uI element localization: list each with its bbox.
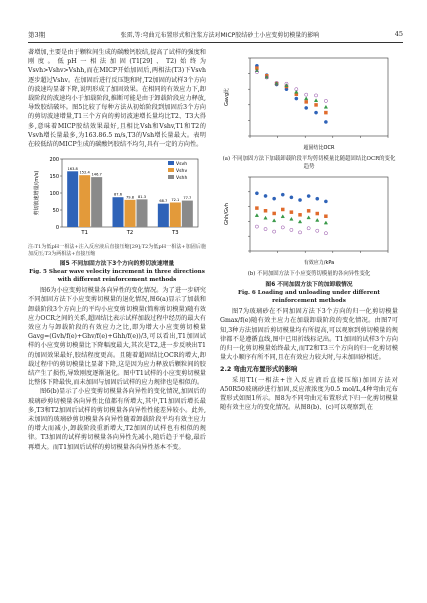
data-point (304, 97, 307, 100)
data-point (290, 211, 293, 214)
data-point (273, 212, 276, 215)
y-tick-label: 50 (52, 208, 59, 215)
data-point (324, 111, 327, 114)
data-point (307, 227, 310, 230)
data-point (316, 219, 319, 222)
legend-label: Vshv (176, 169, 188, 175)
bar (170, 203, 181, 228)
fig6b-scatter-plot (220, 171, 398, 267)
data-point (290, 196, 293, 199)
data-point (281, 226, 284, 229)
bar-data-label: 152.4 (79, 170, 90, 175)
x-axis-label: 超固结比OCR (303, 145, 335, 151)
data-point (316, 229, 319, 232)
data-point (314, 94, 317, 97)
data-point (272, 219, 275, 222)
data-point (324, 232, 327, 235)
y-tick-label: 200 (49, 157, 59, 164)
data-point (255, 207, 258, 210)
data-point (298, 220, 301, 223)
data-point (298, 231, 301, 234)
data-point (273, 197, 276, 200)
legend-swatch (168, 168, 174, 172)
data-point (255, 214, 258, 217)
bar-data-label: 146.7 (91, 172, 102, 177)
bar-data-label: 77.7 (183, 196, 192, 201)
bar-data-label: 81.3 (137, 195, 147, 200)
paragraph: 图6为小应变剪切模量各向异性的变化情况。为了进一步研究不同加固方法下小应变剪切模量的退化情况,图6(a)显示了加载和卸载阶段3个方向上的平均小应变剪切模量(简称剪切模量)随有效应力OCR之间的关系,超固结比表示试样加载过程中经历的最大有效应力与卸载阶段的有效应力之比,即为增大小应变剪切模量 Gavg=(Gvh/f(e)+Ghv/f(e)+Ghh/f(e))/3,可以看出,T1加固试样的小应变剪切模量比下降幅度最大,其次是T2,进一步反映出T1的加固效果最好,胶结程度更高。且随着超固结比OCR的增大,卸载过程中的剪切模量比显著下降,这是因为应力释放后颗粒间的胶结产生了损伤,导致刚度逐渐退化。图中T1试样的小应变剪切模量比整体下降最快,而未加固与加固后试样的应力规律也是相似的。 (28, 287, 206, 387)
bar (113, 197, 124, 227)
data-point (324, 221, 327, 224)
data-point (255, 192, 258, 195)
data-point (324, 215, 327, 218)
data-point (307, 195, 310, 198)
bar (79, 175, 90, 227)
data-point (324, 99, 327, 102)
legend-label: Vsvh (176, 162, 188, 168)
fig5-caption-cn: 图5 不同加固方法下3个方向的剪切波速增量 (59, 261, 175, 268)
data-point (307, 216, 310, 219)
data-point (324, 120, 327, 123)
data-point (324, 105, 327, 108)
data-point (290, 218, 293, 221)
bar-data-label: 72.1 (171, 198, 180, 203)
fig5-bar-chart (28, 153, 206, 239)
y-tick-label: 100 (49, 191, 59, 198)
y-tick-label: 150 (49, 174, 59, 181)
paragraph: 采用T1(一相法+注入反应液后直接压缩)加固方法对A50R50玻璃砂进行加固,反应液浓度为0.5 mol/L,4种弯曲元布置形式如图1所示。图8为不同弯曲元布置形式下归一化剪切模量随有效主应力的变化情况。从图8(b)、(c)可以观察到,在 (220, 376, 398, 412)
bar (67, 172, 78, 228)
issue-number: 第3期 (28, 30, 46, 39)
data-point (290, 229, 293, 232)
bar (137, 200, 148, 228)
data-point (281, 193, 284, 196)
data-point (264, 216, 267, 219)
bar-data-label: 87.6 (113, 192, 123, 197)
y-axis-label: 剪切波速增量/(m/s) (34, 170, 40, 216)
fig6-caption-en: Fig. 6 Loading and unloading under different reinforcement methods (238, 290, 380, 304)
bar (182, 201, 193, 227)
data-point (273, 230, 276, 233)
data-point (305, 100, 308, 103)
paragraph: 图7为玻璃砂在不同加固方法下3个方向的归一化剪切模量Gmax/f(e)随有效主应力在加载卸载阶段的变化情况。由图7可知,3种方法加固后剪切模量均有所提高,可以观察到剪切模量的规律都不是遵循直线,图中已用折线标记出。T1加固的试样3个方向的归一化剪切模量始终最大,而T2和T3三个方向的归一化剪切模量大小顺序有所不同,且在有效应力较大时,与未加固砂相近。 (220, 308, 398, 362)
plot-frame (250, 58, 388, 136)
paragraph: 著增加,主要是由于颗粒间生成的碳酸钙胶结,提高了试样的强度和刚度。低pH一相法加固(T1[29]、T2)始终为 Vsvh>Vshv>Vshh,而在MICP开始加固后,两相法(T3)下Vsvh逐步超过Vshv。在加固后进行反压饱和时,T2加固的试样3个方向的波速均显著下降,说明形成了加固效果。在相同的有效应力下,卸载阶段的波速均小于加载阶段,推断可能是由于卸载阶段应力释放,导致胶结破坏。图5比较了每种方法从初始阶段到加固后3个方向的剪切波速增量,T1三个方向的剪切波速增长量均比T2、T3大得多,意味着MICP胶结效果最好,且相比Vsh和Vshv,T1和T2的Vsvh增长量最多,为163.86.5 m/s,T3的Vsh增长量最大。表明在较低结的MICP生成的碳酸钙胶结不均匀,具有一定的方向性。 (28, 49, 206, 149)
running-title: 张雷,等:弯曲元布置形式和注浆方法对MICP胶结砂土小应变剪切模量的影响 (120, 31, 320, 39)
data-point (299, 214, 302, 217)
y-tick-label: 0 (55, 225, 59, 232)
figure-6 (220, 52, 398, 305)
bar (91, 177, 102, 227)
data-point (305, 106, 308, 109)
legend-swatch (168, 161, 174, 165)
x-tick-label: T2 (126, 230, 134, 237)
x-axis-label: 有效应力/kPa (303, 260, 335, 267)
data-point (295, 97, 298, 100)
fig5-note: 注:T1为低pH一相法+注入反应液后直接压缩[29];T2为低pH一相法+加固后施加反压;T3为两相法+直接压缩 (28, 244, 206, 258)
left-column (28, 48, 206, 452)
right-column (220, 48, 398, 412)
fig6b-subcaption: (b) 不同加固方法下小应变剪切模量的各向异性变化 (247, 271, 371, 278)
data-point (324, 200, 327, 203)
x-tick-label: T1 (81, 230, 88, 237)
fig6-caption-cn: 图6 不同加固方法下的加卸载情况 (265, 281, 353, 288)
bar (125, 200, 136, 227)
data-point (315, 103, 318, 106)
legend-label: Vshh (176, 176, 188, 182)
y-axis-label: Ghh/Gvh (224, 203, 230, 226)
data-point (264, 195, 267, 198)
section-heading: 2.2 弯曲元布置形式的影响 (220, 365, 298, 374)
data-point (281, 215, 284, 218)
bar (158, 204, 169, 227)
page-header (28, 28, 403, 43)
fig6a-scatter-plot (220, 52, 398, 152)
legend-swatch (168, 175, 174, 179)
figure-5 (28, 153, 206, 284)
data-point (264, 228, 267, 231)
fig5-caption-en: Fig. 5 Shear wave velocity increment in three directions with different reinforcement methods (29, 269, 205, 283)
data-point (305, 93, 308, 96)
bar-data-label: 79.8 (125, 195, 135, 200)
data-point (255, 225, 258, 228)
fig6a-subcaption: (a) 不同加固方法下加载卸载阶段平均剪切模量比随超固结比OCR的变化趋势 (222, 156, 396, 170)
data-point (281, 208, 284, 211)
data-point (307, 210, 310, 213)
data-point (316, 212, 319, 215)
data-point (316, 197, 319, 200)
paragraph: 图6(b)显示了小应变剪切模量各向异性的变化情况,加固后的玻璃砂剪切模量各向异性比值都有所增大,其中,T1加固后增长最多,T3和T2加固后试样的剪切模量各向异性性能差异较小。此外,未加固的玻璃砂剪切模量各向异性随着卸载阶段平均有效主应力的增大而减小,卸载阶段重新增大,T2加固的试样也有相似的规律。T3加固的试样剪切模量各向异性先减小,随后趋于平稳,最后再增大。而T1加固后试样的剪切模量各向异性基本不变。 (28, 388, 206, 451)
bar-data-label: 163.8 (67, 167, 78, 172)
data-point (314, 111, 317, 114)
page-number: 45 (394, 30, 403, 38)
data-point (298, 199, 301, 202)
x-tick-label: T3 (172, 230, 179, 237)
data-point (314, 99, 317, 102)
y-axis-label: Gavg比 (224, 87, 230, 107)
data-point (264, 209, 267, 212)
bar-data-label: 68.7 (159, 199, 168, 204)
